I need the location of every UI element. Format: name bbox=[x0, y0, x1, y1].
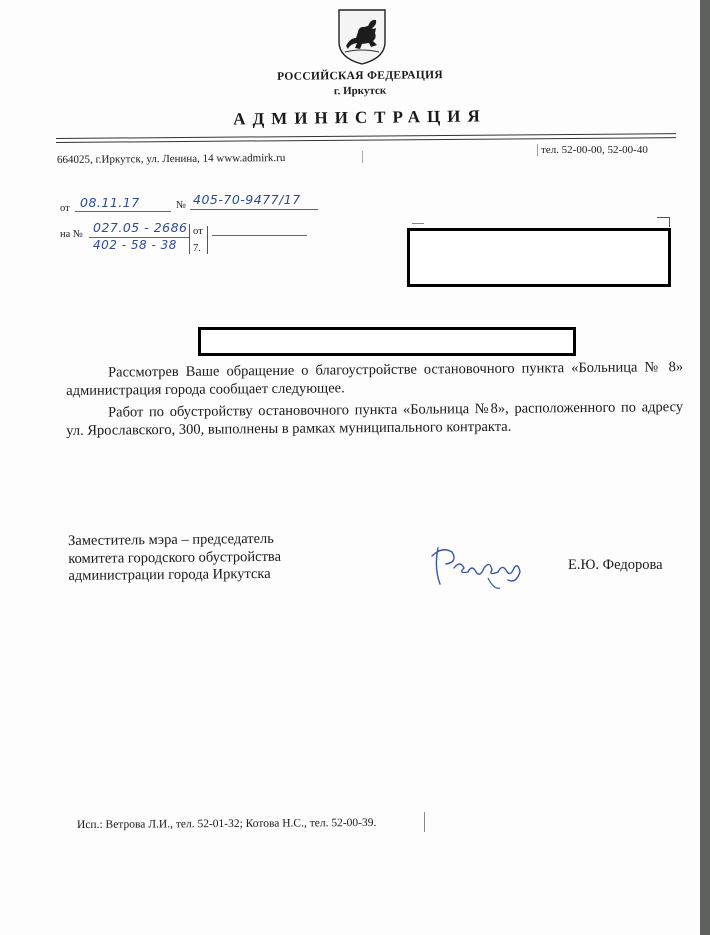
reference-date-underline bbox=[212, 235, 307, 236]
phone-numbers: тел. 52-00-00, 52-00-40 bbox=[537, 144, 648, 156]
handwritten-signature bbox=[428, 538, 528, 594]
address-divider bbox=[362, 151, 363, 163]
signer-title bbox=[68, 531, 281, 586]
footer-mark bbox=[424, 812, 425, 832]
date-underline bbox=[75, 211, 171, 212]
corner-mark-right-v bbox=[669, 217, 670, 227]
number-underline bbox=[190, 209, 318, 210]
country-name: РОССИЙСКАЯ ФЕДЕРАЦИЯ bbox=[277, 69, 443, 83]
body-paragraph-2: Работ по обустройству остановочного пункта «Больница №8», расположенного по адресу ул. Ярославского, 300, выполнены в рамках муниципального контракта. bbox=[66, 399, 684, 439]
reference-divider bbox=[189, 224, 190, 254]
signer-title-line-2: комитета городского обустройства bbox=[68, 548, 282, 567]
redacted-salutation bbox=[198, 327, 576, 356]
signer-title-line-1: Заместитель мэра – председатель bbox=[68, 530, 274, 549]
city-name: г. Иркутск bbox=[333, 84, 387, 98]
reference-number: 027.05 - 2686 bbox=[93, 220, 188, 235]
organization-title: АДМИНИСТРАЦИЯ bbox=[233, 106, 487, 129]
reference-suffix: 7. bbox=[193, 243, 201, 254]
body-paragraph-1: Рассмотрев Ваше обращение о благоустройстве остановочного пункта «Больница № 8» администрация города сообщает следующее. bbox=[66, 359, 684, 399]
scan-edge bbox=[700, 0, 710, 935]
signer-name: Е.Ю. Федорова bbox=[568, 557, 663, 573]
corner-mark-left bbox=[412, 223, 424, 224]
reference-number-2: 402 - 58 - 38 bbox=[93, 238, 177, 252]
executors-line: Исп.: Ветрова Л.И., тел. 52-01-32; Котова Н.С., тел. 52-00-39. bbox=[76, 816, 377, 832]
outgoing-number: 405-70-9477/17 bbox=[193, 192, 301, 207]
corner-mark-right bbox=[657, 217, 669, 218]
reference-label: на № bbox=[60, 229, 83, 240]
signer-title-line-3: администрации города Иркутска bbox=[68, 565, 271, 584]
reference-date-label: от bbox=[193, 226, 203, 237]
irkutsk-coat-of-arms-icon bbox=[337, 8, 387, 66]
date-label: от bbox=[60, 203, 70, 214]
number-label: № bbox=[176, 200, 187, 211]
redacted-recipient bbox=[407, 228, 671, 287]
reference-date-divider bbox=[207, 226, 208, 254]
address-line: 664025, г.Иркутск, ул. Ленина, 14 www.admirk.ru bbox=[56, 152, 286, 166]
outgoing-date: 08.11.17 bbox=[80, 195, 140, 210]
